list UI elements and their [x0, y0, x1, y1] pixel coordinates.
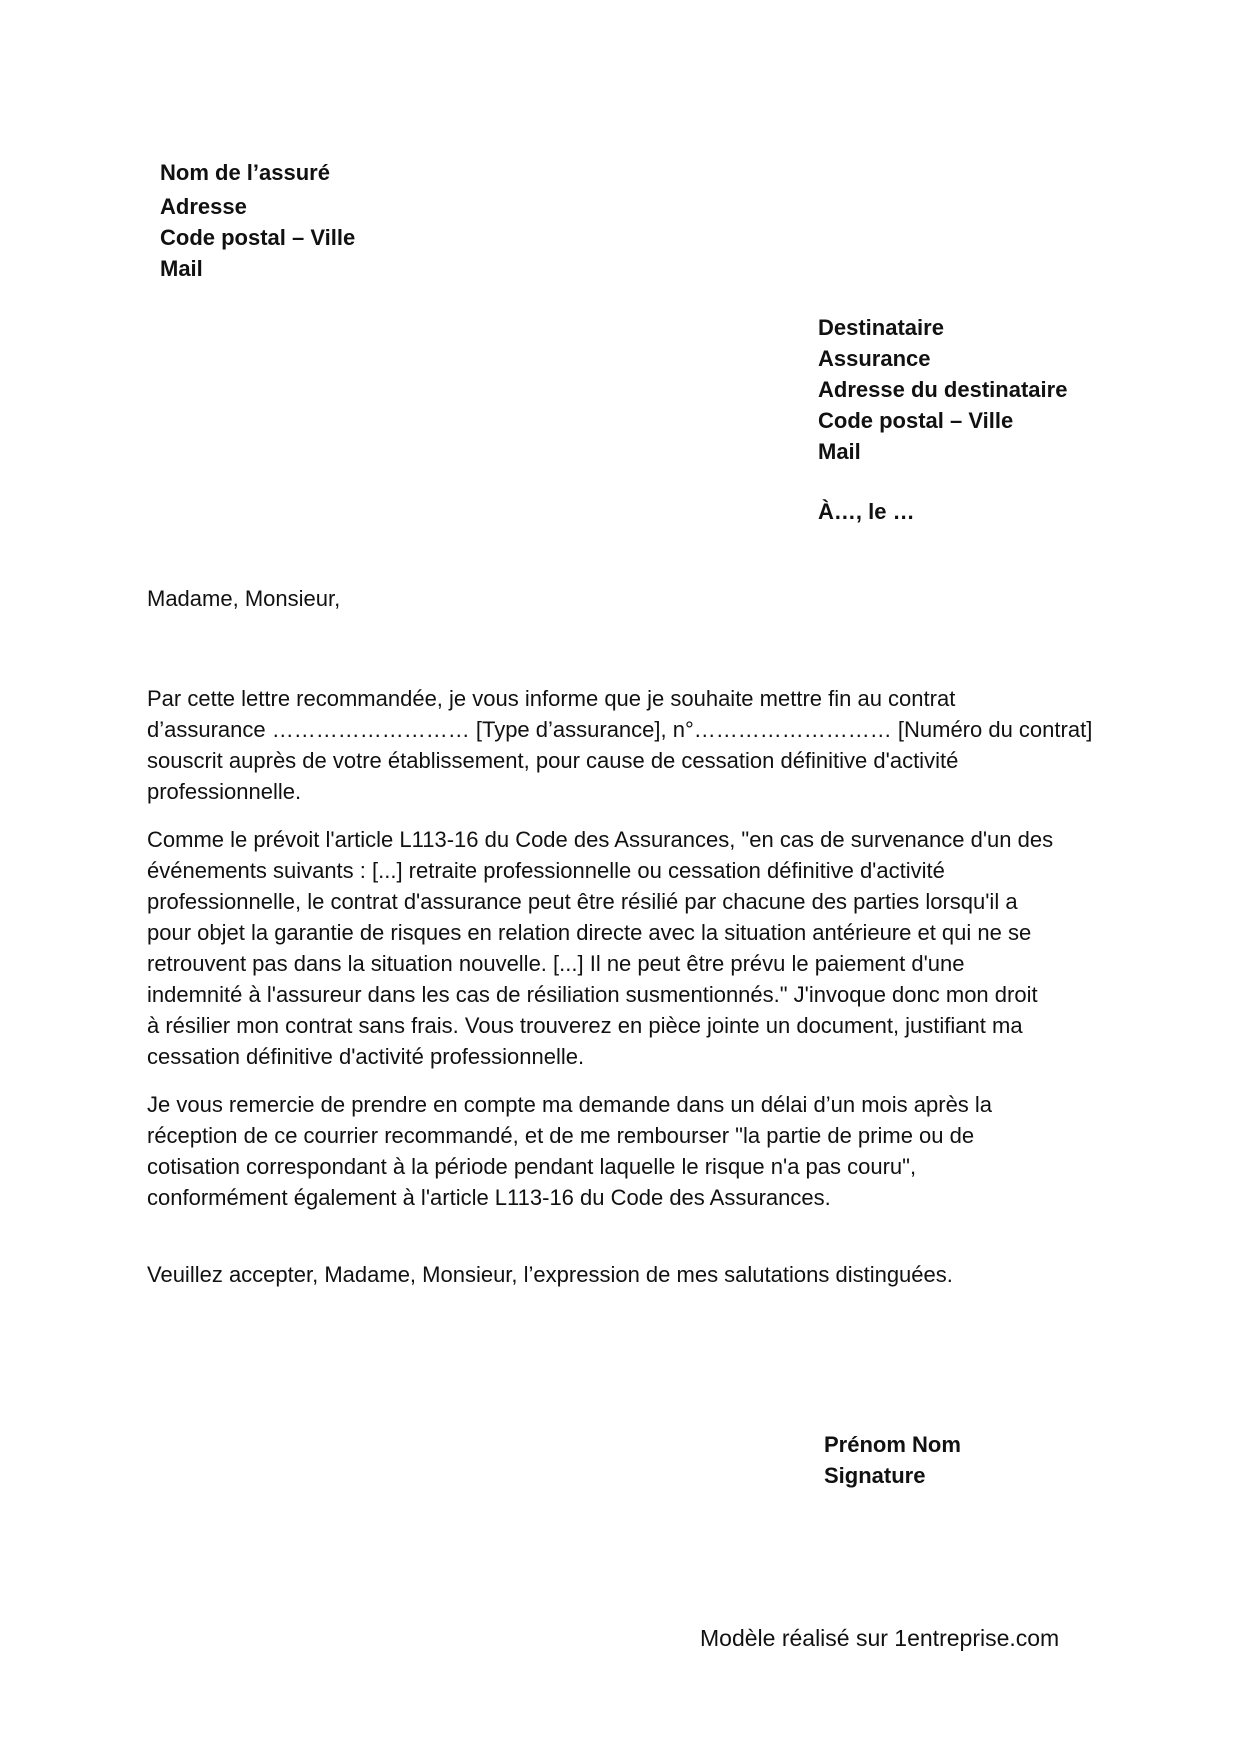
recipient-postal-city: Code postal – Ville	[818, 408, 1014, 433]
body-line: pour objet la garantie de risques en relation directe avec la situation antérieure et qui ne se	[147, 920, 1032, 945]
body-line: conformément également à l'article L113-16 du Code des Assurances.	[147, 1185, 831, 1210]
body-line: Je vous remercie de prendre en compte ma demande dans un délai d’un mois après la	[147, 1092, 993, 1117]
recipient-mail: Mail	[818, 439, 861, 464]
body-line: indemnité à l'assureur dans les cas de résiliation susmentionnés." J'invoque donc mon droit	[147, 982, 1038, 1007]
signature-name: Prénom Nom	[824, 1432, 961, 1457]
sender-postal-city: Code postal – Ville	[160, 225, 356, 250]
closing-formula: Veuillez accepter, Madame, Monsieur, l’expression de mes salutations distinguées.	[147, 1262, 953, 1287]
body-line: d’assurance ……………………… [Type d’assurance], n°……………………… [Numéro du contrat]	[147, 717, 1093, 742]
body-line: événements suivants : [...] retraite professionnelle ou cessation définitive d'activité	[147, 858, 945, 883]
signature-block	[824, 1429, 961, 1491]
footer-credit: Modèle réalisé sur 1entreprise.com	[700, 1625, 1060, 1651]
recipient-label: Destinataire	[818, 315, 944, 340]
body-line: retrouvent pas dans la situation nouvelle. [...] Il ne peut être prévu le paiement d'une	[147, 951, 965, 976]
sender-address-block	[160, 157, 355, 284]
body-paragraph-2	[147, 824, 1077, 1072]
recipient-address: Adresse du destinataire	[818, 377, 1068, 402]
body-line: professionnelle.	[147, 779, 302, 804]
body-line: souscrit auprès de votre établissement, pour cause de cessation définitive d'activité	[147, 748, 959, 773]
body-line: Par cette lettre recommandée, je vous informe que je souhaite mettre fin au contrat	[147, 686, 956, 711]
recipient-address-block	[818, 312, 1067, 467]
letter-body	[147, 683, 1093, 1230]
body-line: professionnelle, le contrat d'assurance peut être résilié par chacune des parties lorsqu'il a	[147, 889, 1018, 914]
body-paragraph-3	[147, 1089, 1077, 1213]
body-line: à résilier mon contrat sans frais. Vous trouverez en pièce jointe un document, justifiant ma	[147, 1013, 1023, 1038]
recipient-company: Assurance	[818, 346, 931, 371]
body-line: Comme le prévoit l'article L113-16 du Code des Assurances, "en cas de survenance d'un des	[147, 827, 1054, 852]
body-line: réception de ce courrier recommandé, et de me rembourser "la partie de prime ou de	[147, 1123, 975, 1148]
sender-mail: Mail	[160, 256, 203, 281]
sender-name: Nom de l’assuré	[160, 160, 330, 185]
signature-label: Signature	[824, 1463, 926, 1488]
body-paragraph-1	[147, 683, 1093, 807]
salutation: Madame, Monsieur,	[147, 586, 341, 611]
body-line: cessation définitive d'activité professionnelle.	[147, 1044, 585, 1069]
sender-address: Adresse	[160, 194, 247, 219]
place-date: À…, le …	[818, 499, 915, 524]
body-line: cotisation correspondant à la période pendant laquelle le risque n'a pas couru",	[147, 1154, 917, 1179]
